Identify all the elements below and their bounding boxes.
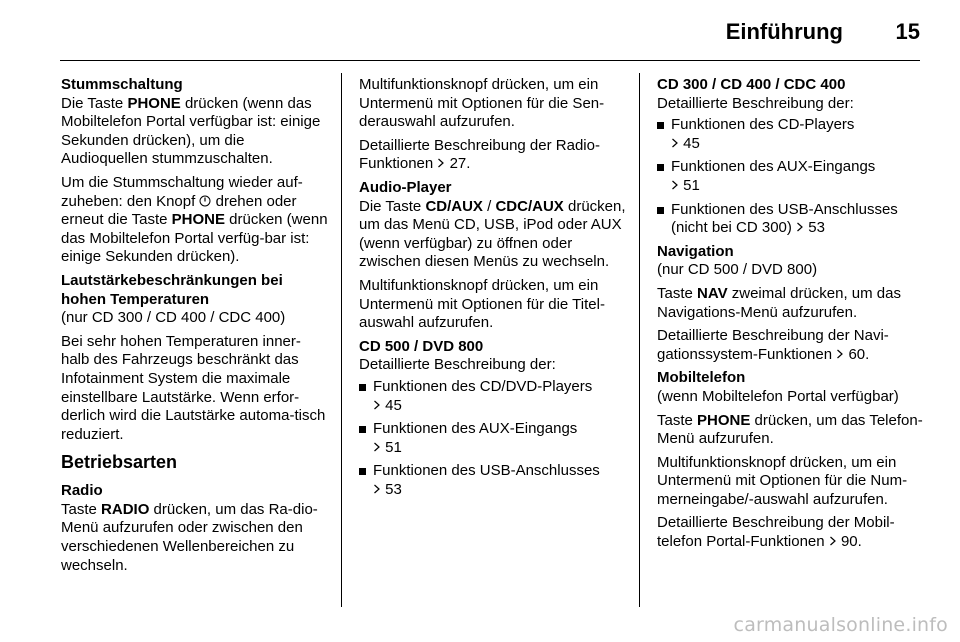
page-reference-icon (671, 138, 679, 148)
paragraph-nav-3: Detaillierte Beschreibung der Navi-gationssystem-Funktionen 60. (657, 327, 889, 363)
bullet-icon (359, 468, 366, 475)
heading-cd300: CD 300 / CD 400 / CDC 400 (657, 76, 846, 93)
paragraph-cd500: Detaillierte Beschreibung der: (359, 356, 556, 374)
paragraph-mobil-3: Multifunktionsknopf drücken, um ein Untermenü mit Optionen für die Num-merneingabe/-auswahl aufzurufen. (657, 453, 908, 508)
page-reference-icon (437, 158, 445, 168)
paragraph-mobil-1: (wenn Mobiltelefon Portal verfügbar) (657, 387, 899, 405)
heading-audio-player: Audio-Player (359, 178, 452, 196)
column-1 (61, 76, 329, 580)
knob-icon (199, 195, 211, 207)
heading-betriebsarten: Betriebsarten (61, 452, 178, 473)
paragraph-radio: Taste RADIO drücken, um das Ra-dio-Menü aufzurufen oder zwischen den verschiedenen Wellenbereichen zu wechseln. (61, 500, 318, 574)
page-reference-icon (373, 400, 381, 410)
paragraph-cd300: Detaillierte Beschreibung der: (657, 94, 854, 112)
page-reference-icon (829, 536, 837, 546)
list-cd300 (657, 116, 925, 238)
paragraph-stumm-2: Um die Stummschaltung wieder auf-zuheben: den Knopf drehen oder erneut die Taste PHONE drücken (wenn das Mobiltelefon Portal verfüg-bar ist: einige Sekunden drücken). (61, 173, 328, 266)
list-item: Funktionen des USB-Anschlusses 53 (359, 462, 627, 499)
page-number: 15 (895, 19, 920, 44)
paragraph-audio: Die Taste CD/AUX / CDC/AUX drücken, um das Menü CD, USB, iPod oder AUX (wenn verfügbar) zu öffnen oder zwischen diesen Menüs zu wechseln. (359, 197, 626, 271)
paragraph-laut-1: (nur CD 300 / CD 400 / CDC 400) (61, 309, 286, 327)
list-cd500 (359, 378, 627, 500)
column-3 (657, 76, 925, 557)
heading-radio: Radio (61, 482, 103, 500)
paragraph-nav-1: (nur CD 500 / DVD 800) (657, 261, 818, 279)
bullet-icon (657, 122, 664, 129)
page-reference-icon (796, 222, 804, 232)
list-item: Funktionen des AUX-Eingangs 51 (359, 420, 627, 457)
list-item: Funktionen des CD-Players 45 (657, 116, 925, 153)
bullet-icon (657, 164, 664, 171)
list-item: Funktionen des USB-Anschlusses (nicht bei CD 300) 53 (657, 201, 925, 238)
bullet-icon (359, 384, 366, 391)
bullet-icon (359, 426, 366, 433)
heading-lautstaerke: Lautstärkebeschränkungen bei hohen Temperaturen (61, 271, 283, 308)
paragraph-titel: Multifunktionsknopf drücken, um ein Untermenü mit Optionen für die Titel-auswahl aufzurufen. (359, 276, 605, 332)
paragraph-stumm-1: Die Taste PHONE drücken (wenn das Mobiltelefon Portal verfügbar ist: einige Sekunden drücken), um die Audioquellen stummzuschalten. (61, 94, 321, 168)
column-divider-1 (341, 73, 342, 607)
column-divider-2 (639, 73, 640, 607)
paragraph-radio-menu: Multifunktionsknopf drücken, um ein Untermenü mit Optionen für die Sen-derauswahl aufzurufen. (359, 76, 605, 131)
heading-cd500: CD 500 / DVD 800 (359, 337, 484, 355)
page-reference-icon (836, 349, 844, 359)
paragraph-radio-ref: Detaillierte Beschreibung der Radio-Funktionen 27. (359, 136, 600, 173)
watermark: carmanualsonline.info (733, 614, 948, 636)
page-footer (0, 614, 960, 642)
page-header (0, 0, 960, 60)
heading-navigation: Navigation (657, 242, 734, 260)
column-2 (359, 76, 627, 504)
paragraph-mobil-4: Detaillierte Beschreibung der Mobil-telefon Portal-Funktionen 90. (657, 514, 895, 551)
bullet-icon (657, 207, 664, 214)
header-divider (60, 60, 920, 61)
heading-stummschaltung: Stummschaltung (61, 76, 183, 93)
paragraph-mobil-2: Taste PHONE drücken, um das Telefon-Menü aufzurufen. (657, 411, 923, 448)
page-reference-icon (671, 180, 679, 190)
list-item: Funktionen des CD/DVD-Players 45 (359, 378, 627, 415)
page-reference-icon (373, 442, 381, 452)
heading-mobiltelefon: Mobiltelefon (657, 369, 746, 387)
paragraph-nav-2: Taste NAV zweimal drücken, um das Navigations-Menü aufzurufen. (657, 284, 901, 321)
paragraph-laut-2: Bei sehr hohen Temperaturen inner-halb des Fahrzeugs beschränkt das Infotainment System die maximale einstellbare Lautstärke. Wenn erfor-derlich wird die Lautstärke automa-tisch reduziert. (61, 332, 326, 443)
page-title: Einführung (725, 19, 843, 44)
list-item: Funktionen des AUX-Eingangs 51 (657, 158, 925, 195)
page-reference-icon (373, 484, 381, 494)
